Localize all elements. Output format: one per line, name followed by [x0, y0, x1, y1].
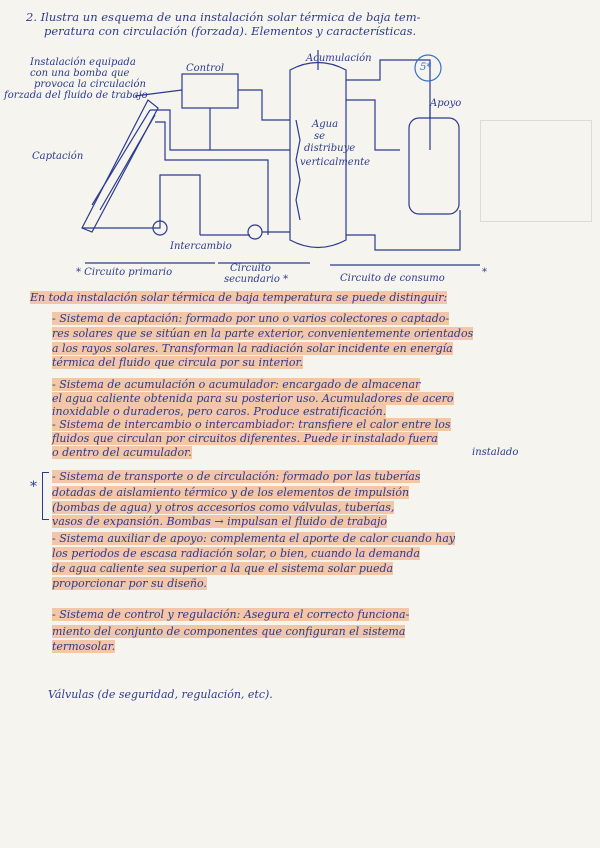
intercambio-text-2: fluidos que circulan por circuitos diferentes. Puede ir instalado fuera: [52, 432, 438, 445]
intercambio-label: Intercambio: [170, 241, 232, 252]
agua-label-4: verticalmente: [300, 157, 371, 168]
transporte-line-3: [52, 501, 394, 515]
transporte-text-1: - Sistema de transporte o de circulación: formado por las tuberías: [52, 470, 421, 483]
captacion-text-3: a los rayos solares. Transforman la radiación solar incidente en energía: [52, 342, 453, 355]
valves-line: Válvulas (de seguridad, regulación, etc).: [48, 688, 273, 701]
transporte-text-2: dotadas de aislamiento térmico y de los elementos de impulsión: [52, 486, 410, 499]
agua-label-1: Agua: [312, 119, 339, 130]
acumulacion-text-2: el agua caliente obtenida para su posterior uso. Acumuladores de acero: [52, 392, 454, 405]
circuito-consumo-label: Circuito de consumo: [340, 273, 445, 284]
acumulacion-label: Acumulación: [306, 53, 372, 64]
captacion-line-3: [52, 342, 453, 356]
note-line-4: forzada del fluido de trabajo: [4, 90, 148, 101]
captacion-text-1: - Sistema de captación: formado por uno o varios colectores o captado-: [52, 312, 450, 325]
apoyo-label: Apoyo: [430, 98, 462, 109]
grade-mark: 5*: [420, 62, 432, 73]
intercambio-line-2: [52, 432, 438, 446]
transporte-line-1: [52, 470, 420, 484]
captacion-text-2: res solares que se sitúan en la parte exterior, convenientemente orientados: [52, 327, 474, 340]
intro-text: En toda instalación solar térmica de baja temperatura se puede distinguir:: [30, 291, 448, 304]
intercambio-text-3: o dentro del acumulador.: [52, 446, 192, 459]
captacion-text-4: térmica del fluido que circula por su interior.: [52, 356, 304, 369]
transporte-line-2: [52, 486, 409, 500]
acumulacion-line-1: [52, 378, 420, 392]
acumulacion-line-2: [52, 392, 454, 406]
intro-line: [30, 291, 447, 305]
apoyo-line-3: [52, 562, 393, 576]
agua-label-2: se: [314, 131, 326, 142]
apoyo-text-1: - Sistema auxiliar de apoyo: complementa el aporte de calor cuando hay: [52, 532, 456, 545]
transporte-text-4: vasos de expansión. Bombas → impulsan el fluido de trabajo: [52, 515, 388, 528]
agua-label-3: distribuye: [304, 143, 356, 154]
captacion-line-4: [52, 356, 303, 370]
circuito-primario-label: * Circuito primario: [76, 267, 173, 278]
apoyo-text-3: de agua caliente sea superior a la que el sistema solar pueda: [52, 562, 394, 575]
control-line-1: [52, 608, 409, 622]
transporte-text-3: (bombas de agua) y otros accesorios como válvulas, tuberías,: [52, 501, 395, 514]
control-text-2: miento del conjunto de componentes que configuran el sistema: [52, 625, 406, 638]
note-line-2: con una bomba que: [30, 68, 130, 79]
control-line-2: [52, 625, 405, 639]
acumulacion-line-3: [52, 405, 386, 419]
apoyo-line-2: [52, 547, 420, 561]
acumulacion-text-3: inoxidable o duraderos, pero caros. Produce estratificación.: [52, 405, 387, 418]
note-line-1: Instalación equipada: [30, 57, 136, 68]
circuito-secundario-label-2: secundario *: [224, 274, 289, 285]
apoyo-line-4: [52, 577, 207, 591]
intercambio-line-3: [52, 446, 192, 460]
intercambio-line-1: [52, 418, 451, 432]
captacion-line-2: [52, 327, 473, 341]
control-text-3: termosolar.: [52, 640, 116, 653]
question-line-2: peratura con circulación (forzada). Elementos y características.: [44, 24, 417, 38]
transporte-line-4: [52, 515, 387, 529]
question-line-1: 2. Ilustra un esquema de una instalación solar térmica de baja tem-: [26, 10, 421, 24]
apoyo-text-4: proporcionar por su diseño.: [52, 577, 207, 590]
consumo-star: *: [482, 267, 487, 278]
control-text-1: - Sistema de control y regulación: Asegura el correcto funciona-: [52, 608, 410, 621]
apoyo-text-2: los periodos de escasa radiación solar, o bien, cuando la demanda: [52, 547, 420, 560]
control-line-3: [52, 640, 115, 654]
solar-system-diagram: [0, 0, 600, 300]
acumulacion-text-1: - Sistema de acumulación o acumulador: encargado de almacenar: [52, 378, 421, 391]
bracket: [42, 472, 49, 520]
captacion-line-1: [52, 312, 449, 326]
captacion-label: Captación: [32, 151, 84, 162]
intercambio-note: instalado: [472, 447, 519, 458]
intercambio-text-1: - Sistema de intercambio o intercambiador: transfiere el calor entre los: [52, 418, 451, 431]
apoyo-line-1: [52, 532, 455, 546]
note-line-3: provoca la circulación: [34, 79, 146, 90]
control-label: Control: [186, 63, 225, 74]
bracket-star: *: [30, 479, 37, 495]
circuito-secundario-label-1: Circuito: [230, 263, 271, 274]
